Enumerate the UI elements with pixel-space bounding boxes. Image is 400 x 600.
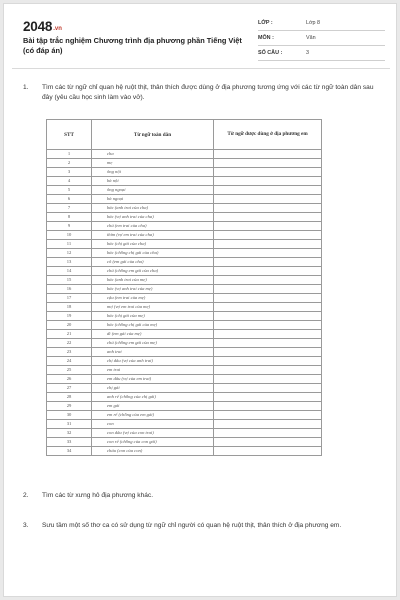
question-number: 1. — [23, 84, 29, 91]
table-row — [47, 168, 322, 177]
local-word-cell[interactable] — [214, 312, 322, 321]
table-row — [47, 411, 322, 420]
standard-word: anh trai — [92, 348, 214, 357]
local-word-cell[interactable] — [214, 267, 322, 276]
table-row — [47, 249, 322, 258]
standard-word: chị dâu (vợ của anh trai) — [92, 357, 214, 366]
kinship-table — [46, 119, 322, 456]
table-row — [47, 204, 322, 213]
row-number: 4 — [47, 177, 92, 186]
row-number: 33 — [47, 438, 92, 447]
table-row — [47, 321, 322, 330]
table-row — [47, 429, 322, 438]
standard-word: bác (anh trai của cha) — [92, 204, 214, 213]
row-number: 24 — [47, 357, 92, 366]
header-divider — [12, 68, 390, 69]
table-header-row — [47, 120, 322, 150]
local-word-cell[interactable] — [214, 438, 322, 447]
meta-label: MÔN : — [258, 35, 274, 41]
local-word-cell[interactable] — [214, 429, 322, 438]
table-row — [47, 186, 322, 195]
question-number: 2. — [23, 492, 29, 499]
table-body — [47, 150, 322, 456]
row-number: 19 — [47, 312, 92, 321]
row-number: 2 — [47, 159, 92, 168]
standard-word: mẹ — [92, 159, 214, 168]
standard-word: em trai — [92, 366, 214, 375]
document-header — [23, 16, 385, 60]
local-word-cell[interactable] — [214, 159, 322, 168]
row-number: 32 — [47, 429, 92, 438]
table-row — [47, 150, 322, 159]
row-number: 26 — [47, 375, 92, 384]
local-word-cell[interactable] — [214, 276, 322, 285]
local-word-cell[interactable] — [214, 222, 322, 231]
row-number: 31 — [47, 420, 92, 429]
local-word-cell[interactable] — [214, 348, 322, 357]
table-row — [47, 447, 322, 456]
standard-word: ông ngoại — [92, 186, 214, 195]
header-local-word: Từ ngữ được dùng ở địa phương em — [214, 120, 322, 150]
standard-word: con rể (chồng của con gái) — [92, 438, 214, 447]
table-row — [47, 303, 322, 312]
local-word-cell[interactable] — [214, 249, 322, 258]
local-word-cell[interactable] — [214, 195, 322, 204]
row-number: 21 — [47, 330, 92, 339]
row-number: 9 — [47, 222, 92, 231]
row-number: 20 — [47, 321, 92, 330]
standard-word: anh rể (chồng của chị gái) — [92, 393, 214, 402]
local-word-cell[interactable] — [214, 330, 322, 339]
local-word-cell[interactable] — [214, 240, 322, 249]
standard-word: bác (vợ anh trai của cha) — [92, 213, 214, 222]
local-word-cell[interactable] — [214, 384, 322, 393]
row-number: 22 — [47, 339, 92, 348]
local-word-cell[interactable] — [214, 204, 322, 213]
table-row — [47, 195, 322, 204]
standard-word: con dâu (vợ của con trai) — [92, 429, 214, 438]
document-title: Bài tập trắc nghiệm Chương trình địa phương phần Tiếng Việt (có đáp án) — [23, 36, 242, 55]
row-number: 34 — [47, 447, 92, 456]
table-row — [47, 393, 322, 402]
standard-word: bà nội — [92, 177, 214, 186]
local-word-cell[interactable] — [214, 213, 322, 222]
table-row — [47, 357, 322, 366]
row-number: 17 — [47, 294, 92, 303]
question-number: 3. — [23, 522, 29, 529]
table-row — [47, 339, 322, 348]
standard-word: bác (anh trai của mẹ) — [92, 276, 214, 285]
local-word-cell[interactable] — [214, 186, 322, 195]
row-number: 8 — [47, 213, 92, 222]
table-row — [47, 213, 322, 222]
local-word-cell[interactable] — [214, 168, 322, 177]
local-word-cell[interactable] — [214, 150, 322, 159]
local-word-cell[interactable] — [214, 231, 322, 240]
standard-word: chị gái — [92, 384, 214, 393]
table-row — [47, 366, 322, 375]
standard-word: cha — [92, 150, 214, 159]
row-number: 5 — [47, 186, 92, 195]
meta-row-class — [258, 16, 385, 31]
standard-word: em dâu (vợ của em trai) — [92, 375, 214, 384]
local-word-cell[interactable] — [214, 339, 322, 348]
local-word-cell[interactable] — [214, 357, 322, 366]
row-number: 3 — [47, 168, 92, 177]
standard-word: cháu (con của con) — [92, 447, 214, 456]
logo-text: 2048 — [23, 19, 53, 34]
local-word-cell[interactable] — [214, 366, 322, 375]
local-word-cell[interactable] — [214, 303, 322, 312]
table-row — [47, 258, 322, 267]
table-row — [47, 348, 322, 357]
standard-word: bác (chị gái của mẹ) — [92, 312, 214, 321]
standard-word: chú (chồng em gái của mẹ) — [92, 339, 214, 348]
local-word-cell[interactable] — [214, 177, 322, 186]
meta-label: LỚP : — [258, 20, 273, 26]
local-word-cell[interactable] — [214, 411, 322, 420]
standard-word: thím (vợ em trai của cha) — [92, 231, 214, 240]
local-word-cell[interactable] — [214, 294, 322, 303]
standard-word: cậu (em trai của mẹ) — [92, 294, 214, 303]
table-row — [47, 312, 322, 321]
question-text: Tìm các từ ngữ chỉ quan hệ ruột thịt, thân thích được dùng ở địa phương tương ứng với các từ ngữ toàn dân sau đây (yêu cầu học sinh làm vào vở). — [42, 84, 374, 101]
local-word-cell[interactable] — [214, 285, 322, 294]
standard-word: ông nội — [92, 168, 214, 177]
table-row — [47, 276, 322, 285]
table-row — [47, 177, 322, 186]
local-word-cell[interactable] — [214, 375, 322, 384]
table-row — [47, 222, 322, 231]
meta-label: SỐ CÂU : — [258, 50, 283, 56]
table-row — [47, 267, 322, 276]
standard-word: bà ngoại — [92, 195, 214, 204]
row-number: 10 — [47, 231, 92, 240]
row-number: 28 — [47, 393, 92, 402]
local-word-cell[interactable] — [214, 393, 322, 402]
site-logo[interactable] — [23, 18, 62, 32]
table-row — [47, 231, 322, 240]
table-row — [47, 420, 322, 429]
row-number: 18 — [47, 303, 92, 312]
table-row — [47, 240, 322, 249]
row-number: 12 — [47, 249, 92, 258]
logo-domain: .vn — [53, 26, 62, 32]
local-word-cell[interactable] — [214, 420, 322, 429]
table-row — [47, 384, 322, 393]
table-row — [47, 438, 322, 447]
standard-word: bác (chị gái của cha) — [92, 240, 214, 249]
question-text: Sưu tầm một số thơ ca có sử dụng từ ngữ chỉ người có quan hệ ruột thịt, thân thích ở địa phương em. — [42, 522, 342, 529]
local-word-cell[interactable] — [214, 258, 322, 267]
row-number: 25 — [47, 366, 92, 375]
local-word-cell[interactable] — [214, 447, 322, 456]
standard-word: bác (vợ anh trai của mẹ) — [92, 285, 214, 294]
table-row — [47, 330, 322, 339]
question-text: Tìm các từ xưng hô địa phương khác. — [42, 492, 154, 499]
header-standard-word: Từ ngữ toàn dân — [92, 120, 214, 150]
meta-value: Văn — [306, 35, 316, 41]
row-number: 11 — [47, 240, 92, 249]
standard-word: bác (chồng chị gái của cha) — [92, 249, 214, 258]
meta-info — [258, 16, 385, 61]
row-number: 6 — [47, 195, 92, 204]
standard-word: cô (em gái của cha) — [92, 258, 214, 267]
row-number: 13 — [47, 258, 92, 267]
row-number: 7 — [47, 204, 92, 213]
meta-value: Lớp 8 — [306, 20, 321, 26]
standard-word: em rể (chồng của em gái) — [92, 411, 214, 420]
meta-row-count — [258, 46, 385, 61]
standard-word: dì (em gái của mẹ) — [92, 330, 214, 339]
table-row — [47, 285, 322, 294]
local-word-cell[interactable] — [214, 402, 322, 411]
table-row — [47, 294, 322, 303]
header-stt: STT — [47, 120, 92, 150]
standard-word: bác (chồng chị gái của mẹ) — [92, 321, 214, 330]
standard-word: em gái — [92, 402, 214, 411]
standard-word: chú (em trai của cha) — [92, 222, 214, 231]
row-number: 14 — [47, 267, 92, 276]
standard-word: con — [92, 420, 214, 429]
meta-value: 3 — [306, 50, 309, 56]
table-row — [47, 375, 322, 384]
row-number: 27 — [47, 384, 92, 393]
row-number: 30 — [47, 411, 92, 420]
local-word-cell[interactable] — [214, 321, 322, 330]
row-number: 29 — [47, 402, 92, 411]
row-number: 1 — [47, 150, 92, 159]
row-number: 15 — [47, 276, 92, 285]
table-row — [47, 159, 322, 168]
table-row — [47, 402, 322, 411]
meta-row-subject — [258, 31, 385, 46]
standard-word: mợ (vợ em trai của mẹ) — [92, 303, 214, 312]
document-page — [3, 3, 397, 597]
row-number: 16 — [47, 285, 92, 294]
standard-word: chú (chồng em gái của cha) — [92, 267, 214, 276]
row-number: 23 — [47, 348, 92, 357]
